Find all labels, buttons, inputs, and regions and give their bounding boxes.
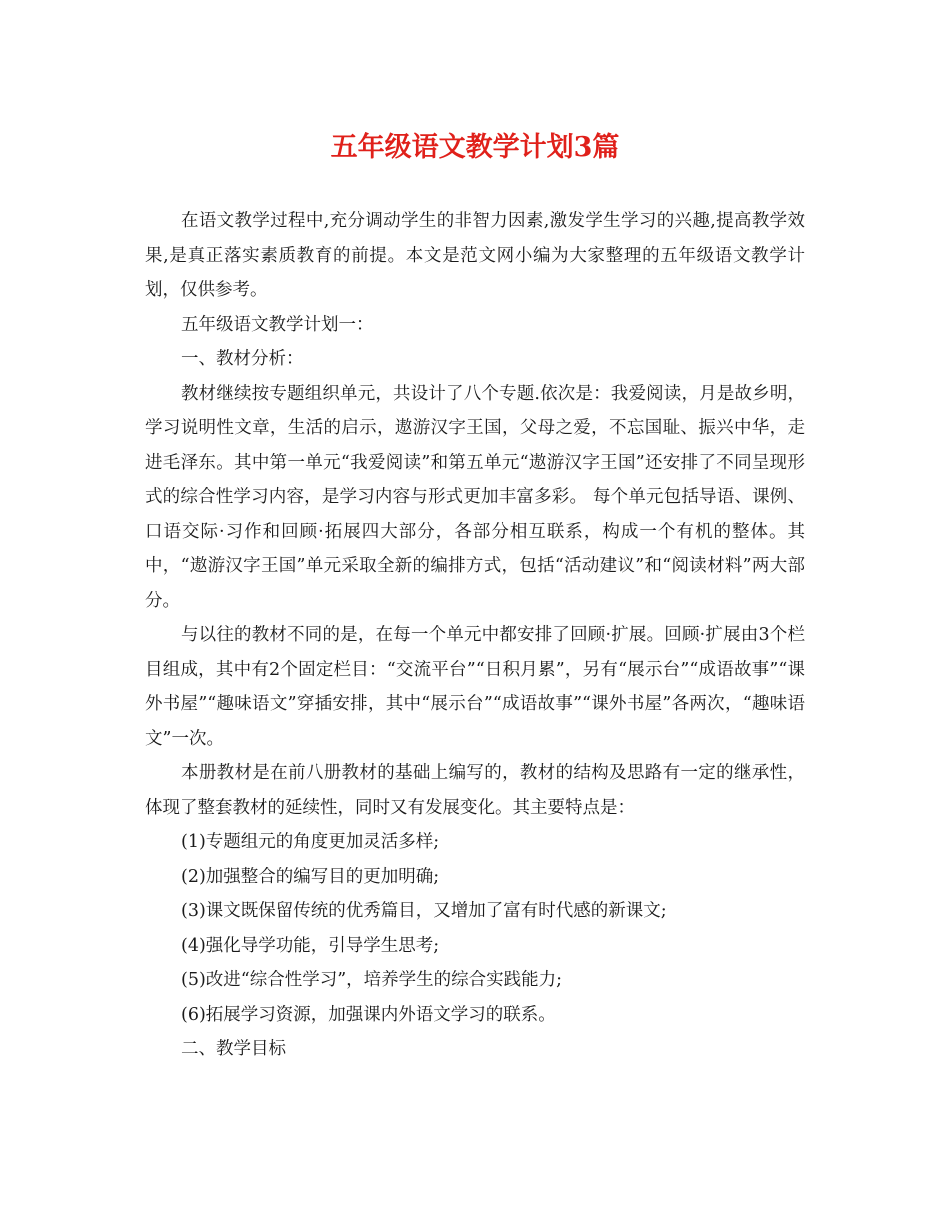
- document-title: 五年级语文教学计划3篇: [330, 132, 620, 163]
- feature-list-item: (1)专题组元的角度更加灵活多样;: [181, 832, 440, 852]
- document-body: [145, 204, 805, 1067]
- feature-list-item: (2)加强整合的编写目的更加明确;: [181, 866, 440, 887]
- section-heading-textbook-analysis: 一、教材分析：: [181, 349, 304, 369]
- section-heading-teaching-goals: 二、教学目标: [181, 1039, 286, 1059]
- plan-one-heading: 五年级语文教学计划一：: [181, 314, 374, 335]
- features-intro-paragraph: 本册教材是在前八册教材的基础上编写的，教材的结构及思路有一定的继承性，体现了整套教材的延续性，同时又有发展变化。其主要特点是：: [145, 763, 805, 818]
- feature-list-item: (3)课文既保留传统的优秀篇目，又增加了富有时代感的新课文;: [181, 901, 667, 921]
- feature-list-item: (4)强化导学功能，引导学生思考;: [181, 935, 440, 956]
- review-extension-paragraph: 与以往的教材不同的是，在每一个单元中都安排了回顾·扩展。回顾·扩展由3个栏目组成，其中有2个固定栏目：“交流平台”“日积月累”，另有“展示台”“成语故事”“课外书屋”“趣味语文”穿插安排，其中“展示台”“成语故事”“课外书屋”各两次，“趣味语文”一次。: [145, 625, 805, 749]
- intro-paragraph: 在语文教学过程中,充分调动学生的非智力因素,激发学生学习的兴趣,提高教学效果,是真正落实素质教育的前提。本文是范文网小编为大家整理的五年级语文教学计划，仅供参考。: [145, 211, 805, 300]
- feature-list-item: (6)拓展学习资源，加强课内外语文学习的联系。: [181, 1004, 556, 1025]
- feature-list-item: (5)改进“综合性学习”，培养学生的综合实践能力;: [181, 970, 563, 990]
- textbook-units-paragraph: 教材继续按专题组织单元，共设计了八个专题.依次是：我爱阅读，月是故乡明，学习说明性文章，生活的启示，遨游汉字王国，父母之爱，不忘国耻、振兴中华，走进毛泽东。其中第一单元“我爱阅读”和第五单元“遨游汉字王国”还安排了不同呈现形式的综合性学习内容，是学习内容与形式更加丰富多彩。 每个单元包括导语、课例、口语交际·习作和回顾·拓展四大部分，各部分相互联系，构成一个有机的整体。其中，“遨游汉字王国”单元采取全新的编排方式，包括“活动建议”和“阅读材料”两大部分。: [145, 383, 805, 611]
